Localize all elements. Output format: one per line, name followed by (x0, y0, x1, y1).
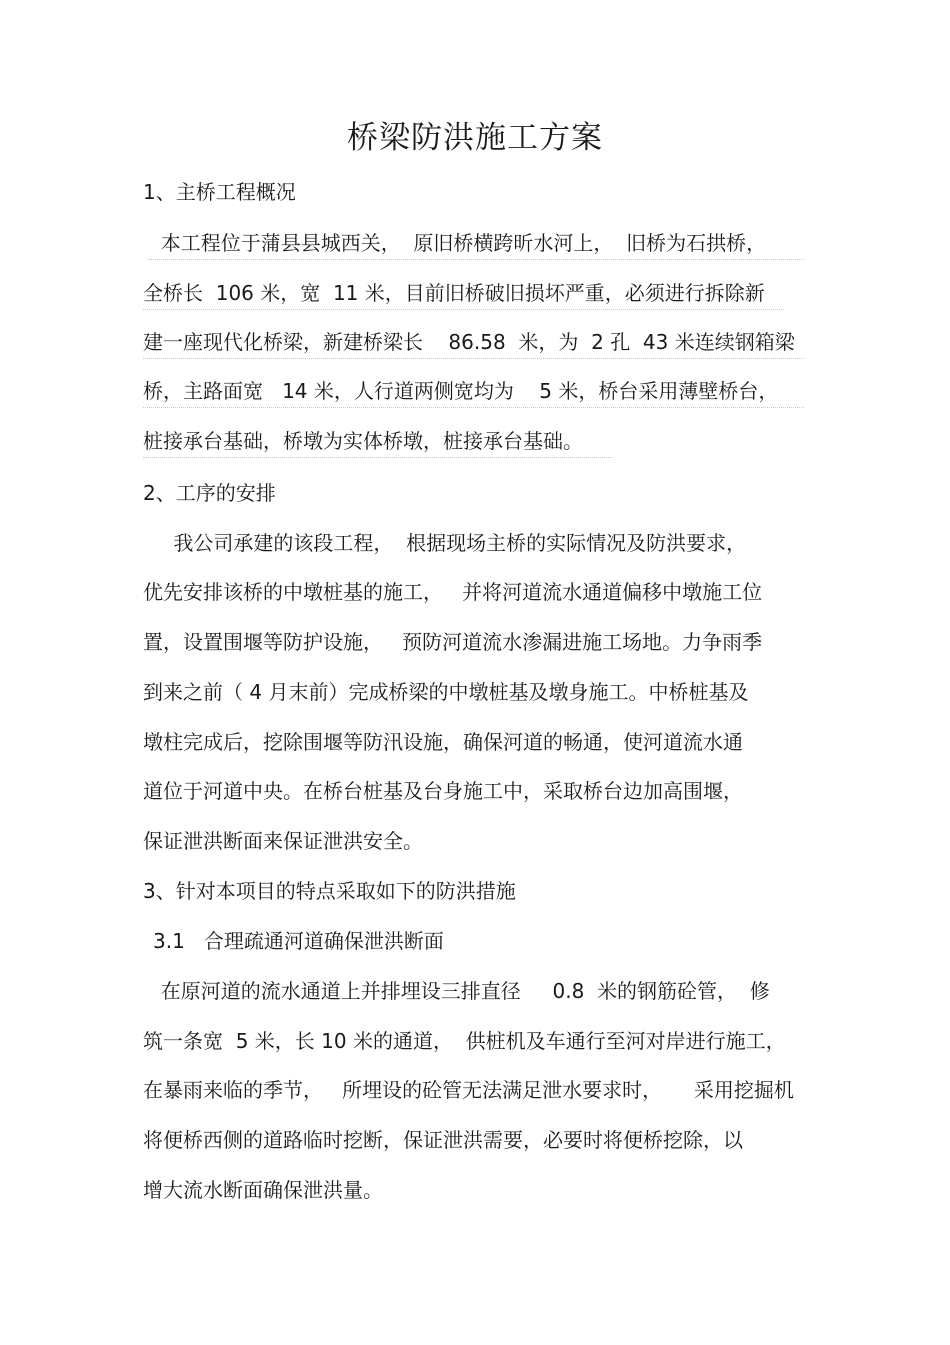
paragraph-2-line-1: 我公司承建的该段工程， 根据现场主桥的实际情况及防洪要求， (148, 531, 747, 555)
subsection-heading-3-1: 3.1 合理疏通河道确保泄洪断面 (153, 929, 444, 953)
paragraph-2-line-5: 墩柱完成后，挖除围堰等防汛设施，确保河道的畅通，使河道流水通 (143, 730, 743, 754)
section-heading-3: 3、针对本项目的特点采取如下的防洪措施 (143, 879, 516, 903)
paragraph-1-line-1: 本工程位于蒲县县城西关， 原旧桥横跨昕水河上， 旧桥为石拱桥， (148, 228, 804, 260)
paragraph-2-line-6: 道位于河道中央。在桥台桩基及台身施工中，采取桥台边加高围堰， (143, 779, 743, 803)
paragraph-3-line-4: 将便桥西侧的道路临时挖断，保证泄洪需要，必要时将便桥挖除，以 (143, 1128, 743, 1152)
paragraph-2-line-2: 优先安排该桥的中墩桩基的施工， 并将河道流水通道偏移中墩施工位 (143, 580, 763, 604)
paragraph-2-line-3: 置，设置围堰等防护设施， 预防河道流水渗漏进施工场地。力争雨季 (143, 630, 763, 654)
paragraph-2-line-4: 到来之前（ 4 月末前）完成桥梁的中墩桩基及墩身施工。中桥桩基及 (143, 680, 749, 704)
paragraph-3-line-1: 在原河道的流水通道上并排埋设三排直径 0.8 米的钢筋砼管， 修 (148, 979, 770, 1003)
paragraph-3-line-5: 增大流水断面确保泄洪量。 (143, 1178, 383, 1202)
document-title: 桥梁防洪施工方案 (347, 120, 603, 156)
paragraph-1-line-4: 桥，主路面宽 14 米，人行道两侧宽均为 5 米，桥台采用薄壁桥台， (143, 376, 804, 408)
paragraph-1-line-5: 桩接承台基础，桥墩为实体桥墩，桩接承台基础。 (143, 426, 613, 458)
paragraph-1-line-3: 建一座现代化桥梁，新建桥梁长 86.58 米，为 2 孔 43 米连续钢箱梁 (143, 327, 804, 359)
paragraph-3-line-2: 筑一条宽 5 米，长 10 米的通道， 供桩机及车通行至河对岸进行施工， (143, 1029, 786, 1053)
paragraph-1-line-2: 全桥长 106 米，宽 11 米，目前旧桥破旧损坏严重，必须进行拆除新 (143, 278, 784, 310)
paragraph-3-line-3: 在暴雨来临的季节， 所埋设的砼管无法满足泄水要求时， 采用挖掘机 (143, 1078, 794, 1102)
section-heading-1: 1、主桥工程概况 (143, 180, 296, 204)
paragraph-2-line-7: 保证泄洪断面来保证泄洪安全。 (143, 829, 423, 853)
section-heading-2: 2、工序的安排 (143, 481, 276, 505)
